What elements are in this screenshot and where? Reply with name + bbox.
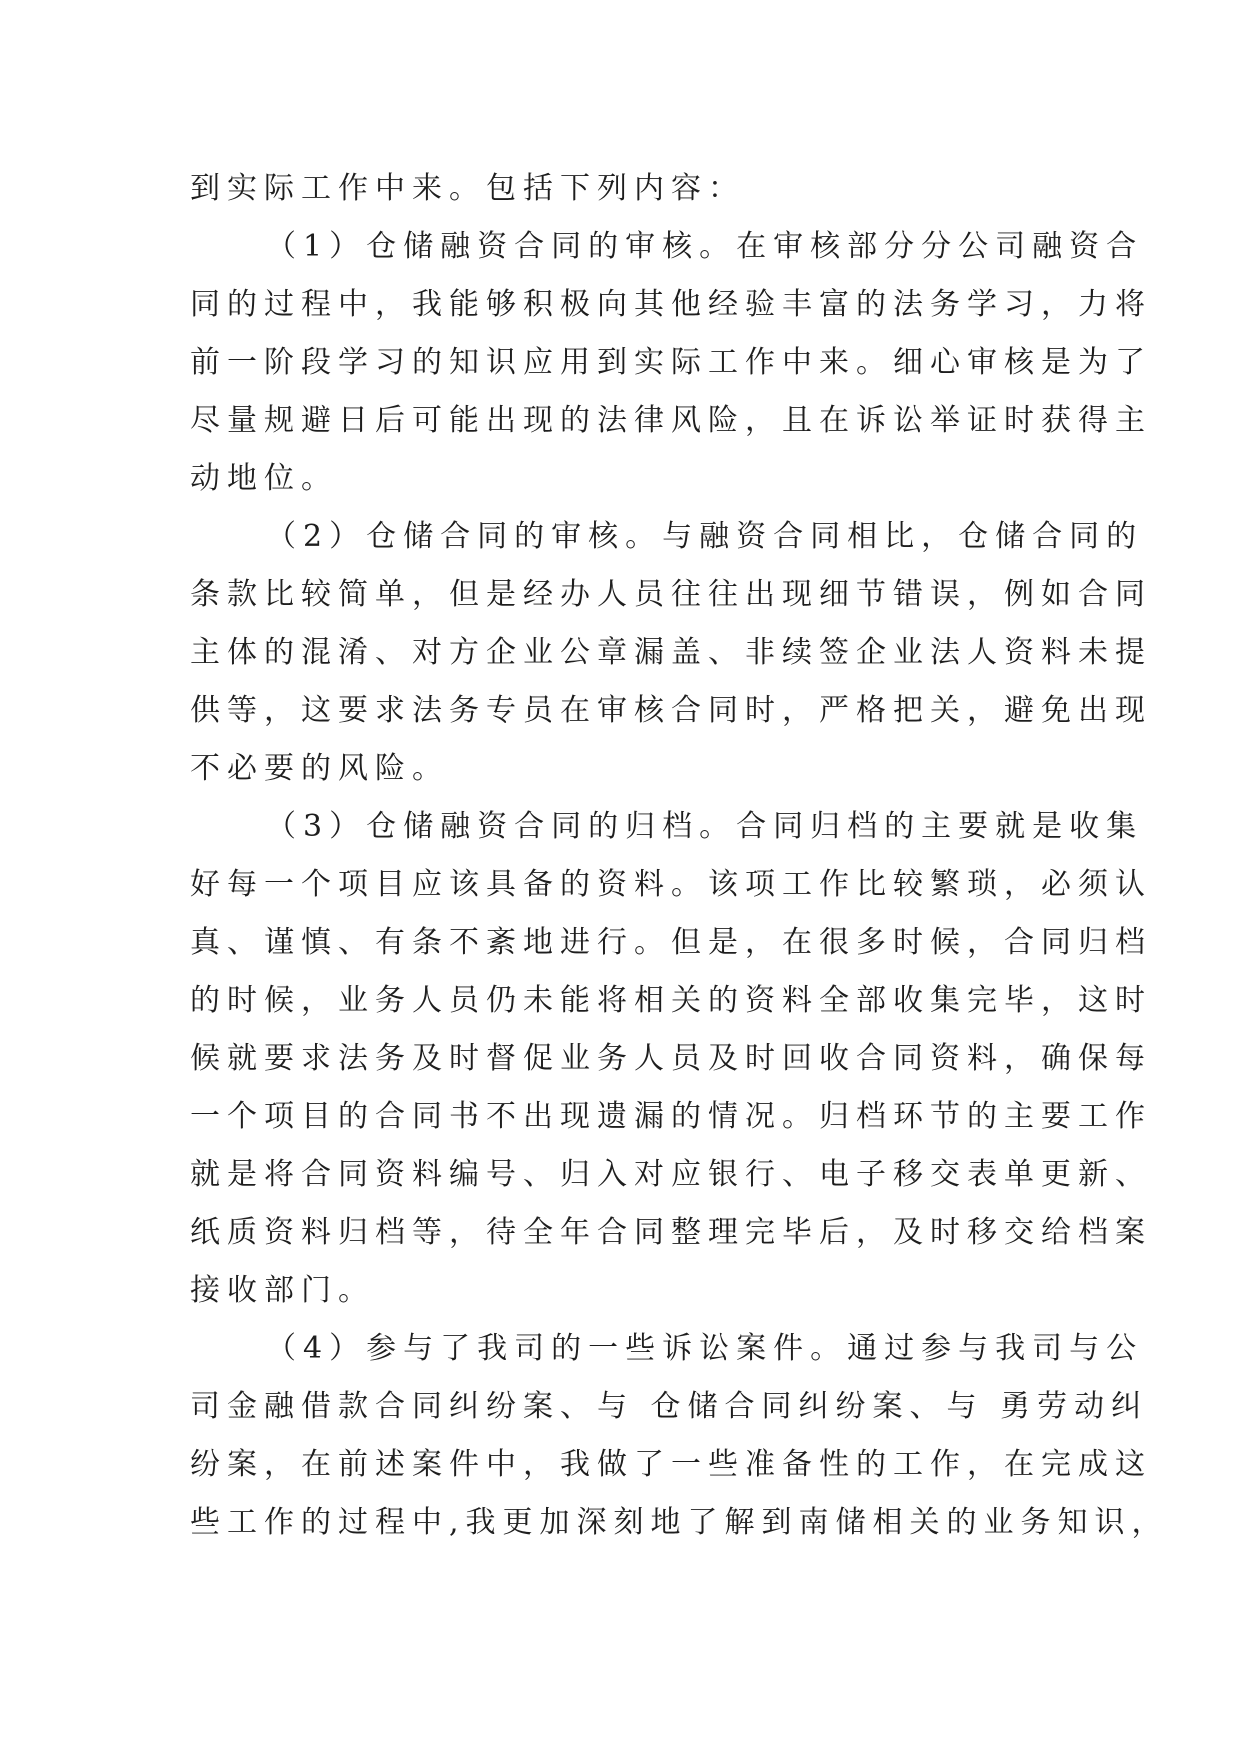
text-line: （1）仓储融资合同的审核。在审核部分分公司融资合: [266, 229, 1144, 264]
text-line: 就是将合同资料编号、归入对应银行、电子移交表单更新、: [190, 1157, 1152, 1192]
text-line: （4）参与了我司的一些诉讼案件。通过参与我司与公: [266, 1331, 1144, 1366]
text-line: 到实际工作中来。包括下列内容：: [190, 171, 745, 206]
text-line: 好每一个项目应该具备的资料。该项工作比较繁琐，必须认: [190, 867, 1152, 902]
text-line: 供等，这要求法务专员在审核合同时，严格把关，避免出现: [190, 693, 1152, 728]
text-line: 真、谨慎、有条不紊地进行。但是，在很多时候，合同归档: [190, 925, 1152, 960]
text-line: 同的过程中，我能够积极向其他经验丰富的法务学习，力将: [190, 287, 1152, 322]
text-line: 些工作的过程中,我更加深刻地了解到南储相关的业务知识，: [190, 1505, 1169, 1540]
text-line: 纸质资料归档等，待全年合同整理完毕后，及时移交给档案: [190, 1215, 1152, 1250]
text-line: 候就要求法务及时督促业务人员及时回收合同资料，确保每: [190, 1041, 1152, 1076]
text-line: 的时候，业务人员仍未能将相关的资料全部收集完毕，这时: [190, 983, 1152, 1018]
text-line: 一个项目的合同书不出现遗漏的情况。归档环节的主要工作: [190, 1099, 1152, 1134]
text-line: 接收部门。: [190, 1273, 375, 1308]
paragraph-3: [190, 798, 1152, 1320]
text-line: 条款比较简单，但是经办人员往往出现细节错误，例如合同: [190, 577, 1152, 612]
text-line: 前一阶段学习的知识应用到实际工作中来。细心审核是为了: [190, 345, 1152, 380]
text-line: （3）仓储融资合同的归档。合同归档的主要就是收集: [266, 809, 1144, 844]
document-body: [190, 160, 1169, 1552]
text-line: 纷案，在前述案件中，我做了一些准备性的工作，在完成这: [190, 1447, 1152, 1482]
text-line: 动地位。: [190, 461, 338, 496]
continuation-paragraph: [190, 160, 1060, 218]
text-line: （2）仓储合同的审核。与融资合同相比，仓储合同的: [266, 519, 1144, 554]
text-line: 不必要的风险。: [190, 751, 449, 786]
text-line: 尽量规避日后可能出现的法律风险，且在诉讼举证时获得主: [190, 403, 1152, 438]
paragraph-4: [190, 1320, 1169, 1552]
paragraph-1: [190, 218, 1152, 508]
paragraph-2: [190, 508, 1152, 798]
text-line: 司金融借款合同纠纷案、与 仓储合同纠纷案、与 勇劳动纠: [190, 1389, 1149, 1424]
text-line: 主体的混淆、对方企业公章漏盖、非续签企业法人资料未提: [190, 635, 1152, 670]
